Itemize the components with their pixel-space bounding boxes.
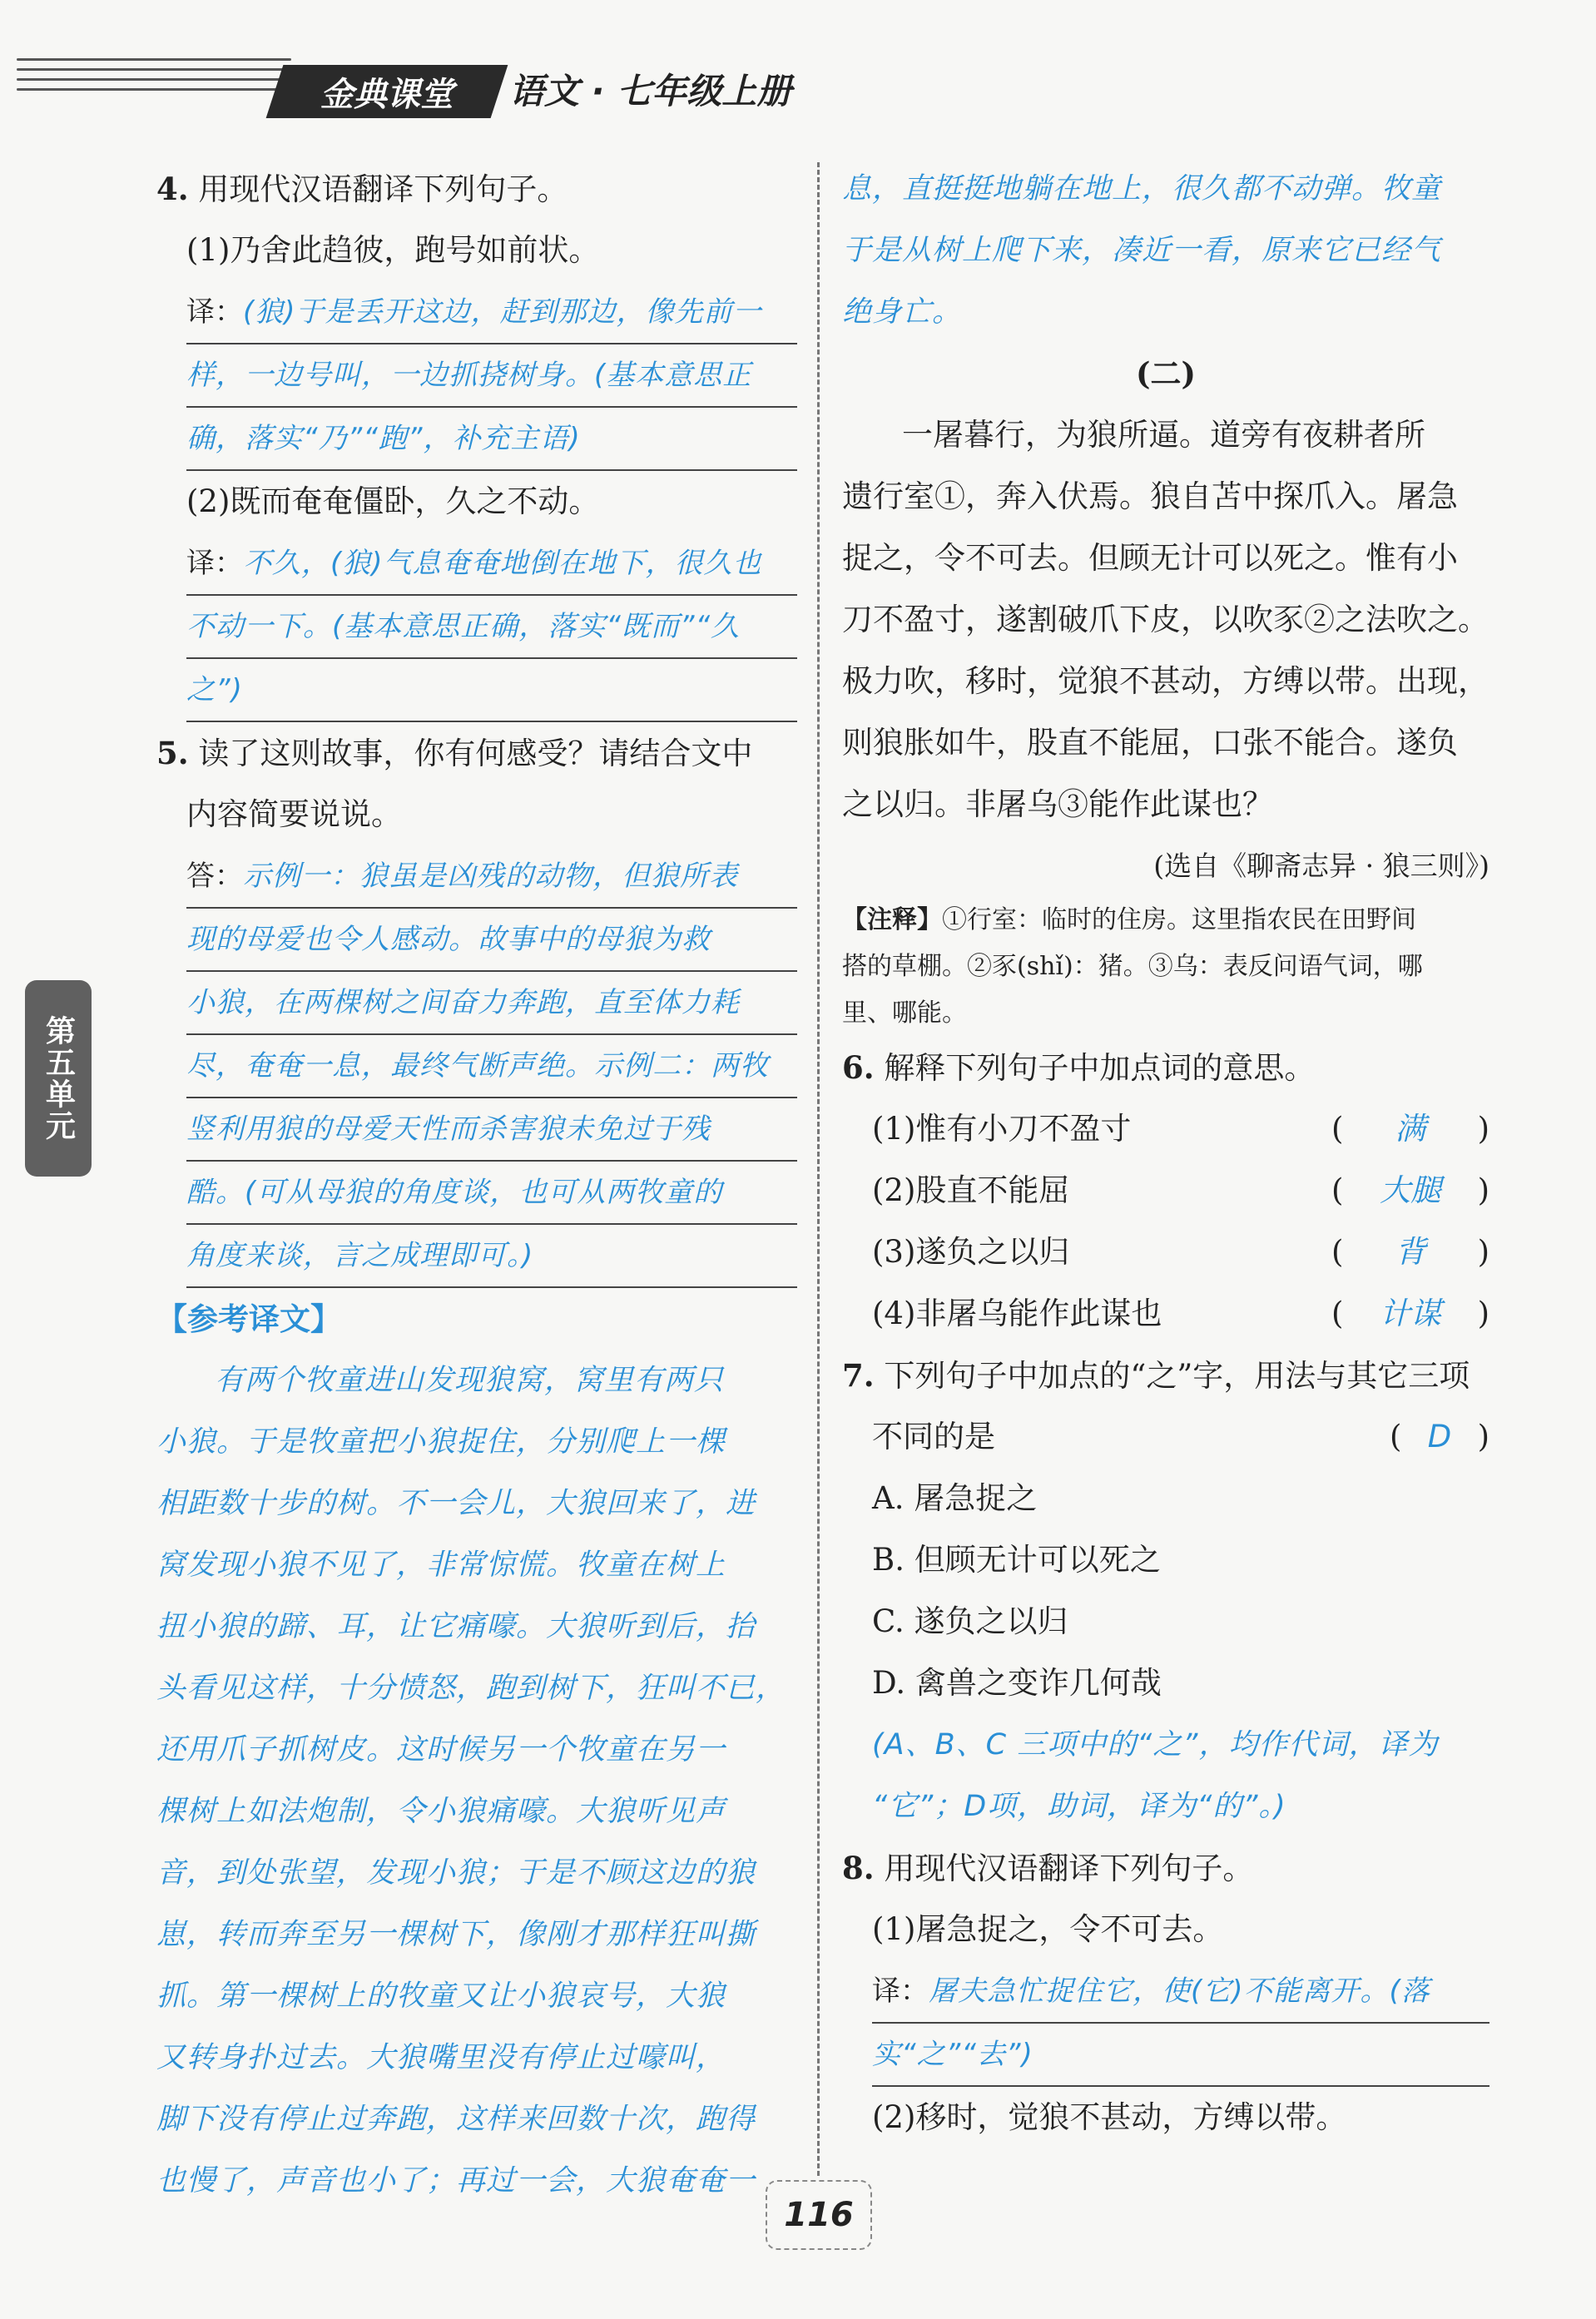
q8-item1-answer [842, 1960, 1489, 2087]
left-column [156, 158, 797, 2212]
q6-item: (1)惟有小刀不盈寸 ( 满 ) [842, 1098, 1489, 1160]
q6-item-text: (1)惟有小刀不盈寸 [872, 1111, 1132, 1147]
explain-line: “它”；D项，助词，译为“的”。) [872, 1790, 1286, 1823]
ref-line: 绝身亡。 [842, 295, 963, 329]
unit-side-tab: 第五单元 [25, 980, 92, 1177]
q6-item-text: (2)股直不能屈 [872, 1172, 1070, 1208]
translate-prefix: 译： [872, 1975, 929, 2008]
passage-line: 则狼胀如牛，股直不能屈，口张不能合。遂负 [842, 725, 1458, 761]
question-6 [842, 1037, 1489, 1098]
q7-option: C. 遂负之以归 [872, 1603, 1068, 1639]
answer-line: (狼)于是丢开这边，赶到那边，像先前一 [243, 295, 762, 329]
reference-translation [156, 1350, 797, 2212]
q5-text: 读了这则故事，你有何感受？请结合文中 [198, 736, 753, 771]
q8-item2: (2)移时，觉狼不甚动，方缚以带。 [872, 2099, 1347, 2135]
q8-number: 8. [842, 1850, 875, 1886]
q6-item-answer: 大腿 [1380, 1172, 1441, 1208]
passage-line: 刀不盈寸，遂割破爪下皮，以吹豕②之法吹之。 [842, 602, 1489, 637]
column-divider [817, 162, 820, 2176]
q6-item: (2)股直不能屈 ( 大腿 ) [842, 1160, 1489, 1221]
q7-number: 7. [842, 1357, 875, 1394]
passage-line: 一屠暮行，为狼所逼。道旁有夜耕者所 [902, 417, 1425, 453]
answer-line: 角度来谈，言之成理即可。) [186, 1225, 797, 1288]
part-2-title: (二) [1135, 355, 1196, 392]
q4-number: 4. [156, 171, 189, 207]
annotations [842, 897, 1489, 1037]
q6-text: 解释下列句子中加点词的意思。 [884, 1050, 1316, 1086]
passage-line: 极力吹，移时，觉狼不甚动，方缚以带。出现， [842, 663, 1489, 699]
q8-item1: (1)屠急捉之，令不可去。 [872, 1911, 1224, 1947]
right-column [842, 158, 1489, 2148]
q4-item1-answer [156, 281, 797, 471]
explain-line: (A、B、C 三项中的“之”，均作代词，译为 [872, 1728, 1439, 1762]
ref-line: 有两个牧童进山发现狼窝，窝里有两只 [215, 1364, 725, 1397]
ref-line: 头看见这样，十分愤怒，跑到树下，狂叫不已， [156, 1672, 786, 1705]
ref-line: 棵树上如法炮制，令小狼痛嚎。大狼听见声 [156, 1795, 726, 1828]
note-line: 里、哪能。 [842, 998, 967, 1028]
ref-line: 息，直挺挺地躺在地上，很久都不动弹。牧童 [842, 172, 1442, 206]
q7-option: A. 屠急捉之 [872, 1480, 1038, 1516]
q6-item-text: (3)遂负之以归 [872, 1234, 1070, 1270]
answer-line: 不久，(狼)气息奄奄地倒在地下，很久也 [243, 547, 762, 580]
answer-line: 之”) [186, 659, 797, 722]
answer-line: 竖利用狼的母爱天性而杀害狼未免过于残 [186, 1098, 797, 1162]
ref-line: 窝发现小狼不见了，非常惊慌。牧童在树上 [156, 1548, 726, 1582]
classical-passage [842, 404, 1489, 835]
ref-line: 也慢了，声音也小了；再过一会，大狼奄奄一 [156, 2164, 756, 2198]
q7-answer: D [1427, 1419, 1452, 1454]
reference-translation-title: 【参考译文】 [156, 1301, 341, 1337]
answer-line: 样，一边号叫，一边抓挠树身。(基本意思正 [186, 344, 797, 408]
q7-text: 不同的是 [872, 1419, 995, 1454]
note-line: 搭的草棚。②豕(shǐ)：猪。③乌：表反问语气词，哪 [842, 952, 1423, 981]
ref-line: 相距数十步的树。不一会儿，大狼回来了，进 [156, 1487, 756, 1520]
question-5 [156, 722, 797, 784]
book-subtitle: 语文 · 七年级上册 [509, 71, 792, 111]
ref-line: 小狼。于是牧童把小狼捉住，分别爬上一棵 [156, 1425, 726, 1459]
ref-line: 抓。第一棵树上的牧童又让小狼哀号，大狼 [156, 1980, 726, 2013]
q6-item-answer: 背 [1395, 1234, 1426, 1270]
q4-text: 用现代汉语翻译下列句子。 [198, 171, 568, 207]
brand-text: 金典课堂 [320, 75, 454, 114]
ref-line: 崽，转而奔至另一棵树下，像刚才那样狂叫撕 [156, 1918, 756, 1951]
q7-explanation [842, 1714, 1489, 1837]
question-7 [842, 1345, 1489, 1406]
q5-text-cont: 内容简要说说。 [186, 796, 402, 832]
q7-option: D. 禽兽之变诈几何哉 [872, 1665, 1162, 1701]
answer-line: 不动一下。(基本意思正确，落实“既而”“久 [186, 596, 797, 659]
answer-line: 确，落实“乃”“跑”，补充主语) [186, 408, 797, 471]
q8-text: 用现代汉语翻译下列句子。 [884, 1851, 1254, 1886]
question-4 [156, 158, 797, 220]
reference-translation-cont [842, 158, 1489, 343]
q4-item2-answer [156, 533, 797, 722]
passage-line: 捉之，令不可去。但顾无计可以死之。惟有小 [842, 540, 1458, 576]
translate-prefix: 译： [186, 547, 243, 580]
q7-text-cont: 不同的是 ( D ) [842, 1406, 1489, 1468]
q6-item-answer: 满 [1395, 1111, 1426, 1147]
answer-line: 现的母爱也令人感动。故事中的母狼为救 [186, 909, 797, 972]
ref-line: 还用爪子抓树皮。这时候另一个牧童在另一 [156, 1733, 726, 1767]
header-decor-lines [17, 58, 291, 108]
passage-line: 之以归。非屠乌③能作此谋也？ [842, 786, 1273, 822]
passage-source: (选自《聊斋志异 · 狼三则》) [1153, 850, 1489, 882]
ref-line: 音，到处张望，发现小狼；于是不顾这边的狼 [156, 1856, 756, 1890]
note-label: 【注释】 [842, 905, 942, 934]
answer-line: 小狼，在两棵树之间奋力奔跑，直至体力耗 [186, 972, 797, 1035]
answer-line: 酷。(可从母狼的角度谈，也可从两牧童的 [186, 1162, 797, 1225]
q7-option: B. 但顾无计可以死之 [872, 1542, 1161, 1578]
q5-answer [156, 845, 797, 1288]
q5-number: 5. [156, 735, 189, 771]
q4-item2: (2)既而奄奄僵卧，久之不动。 [186, 483, 600, 519]
ref-line: 又转身扑过去。大狼嘴里没有停止过嚎叫， [156, 2041, 726, 2074]
q6-number: 6. [842, 1049, 875, 1086]
translate-prefix: 译： [186, 295, 243, 329]
q6-item-answer: 计谋 [1380, 1296, 1441, 1331]
brand-badge [266, 65, 508, 118]
q6-item: (4)非屠乌能作此谋也 ( 计谋 ) [842, 1283, 1489, 1345]
answer-line: 屠夫急忙捉住它，使(它)不能离开。(落 [929, 1975, 1430, 2008]
q6-item-text: (4)非屠乌能作此谋也 [872, 1296, 1162, 1331]
question-8 [842, 1837, 1489, 1899]
answer-prefix: 答： [186, 860, 243, 893]
q4-item1: (1)乃舍此趋彼，跑号如前状。 [186, 232, 600, 268]
ref-line: 脚下没有停止过奔跑，这样来回数十次，跑得 [156, 2103, 756, 2136]
q7-text: 下列句子中加点的“之”字，用法与其它三项 [884, 1358, 1470, 1394]
passage-line: 遗行室①，奔入伏焉。狼自苫中探爪入。屠急 [842, 478, 1458, 514]
answer-line: 示例一：狼虽是凶残的动物，但狼所表 [243, 860, 738, 893]
ref-line: 于是从树上爬下来，凑近一看，原来它已经气 [842, 234, 1442, 267]
answer-line: 实“之”“去”) [872, 2024, 1489, 2087]
page-header [0, 0, 1596, 125]
page-number: 116 [766, 2180, 872, 2250]
ref-line: 扭小狼的蹄、耳，让它痛嚎。大狼听到后，抬 [156, 1610, 756, 1643]
q6-item: (3)遂负之以归 ( 背 ) [842, 1221, 1489, 1283]
note-line: ①行室：临时的住房。这里指农民在田野间 [942, 905, 1416, 934]
answer-line: 尽，奄奄一息，最终气断声绝。示例二：两牧 [186, 1035, 797, 1098]
